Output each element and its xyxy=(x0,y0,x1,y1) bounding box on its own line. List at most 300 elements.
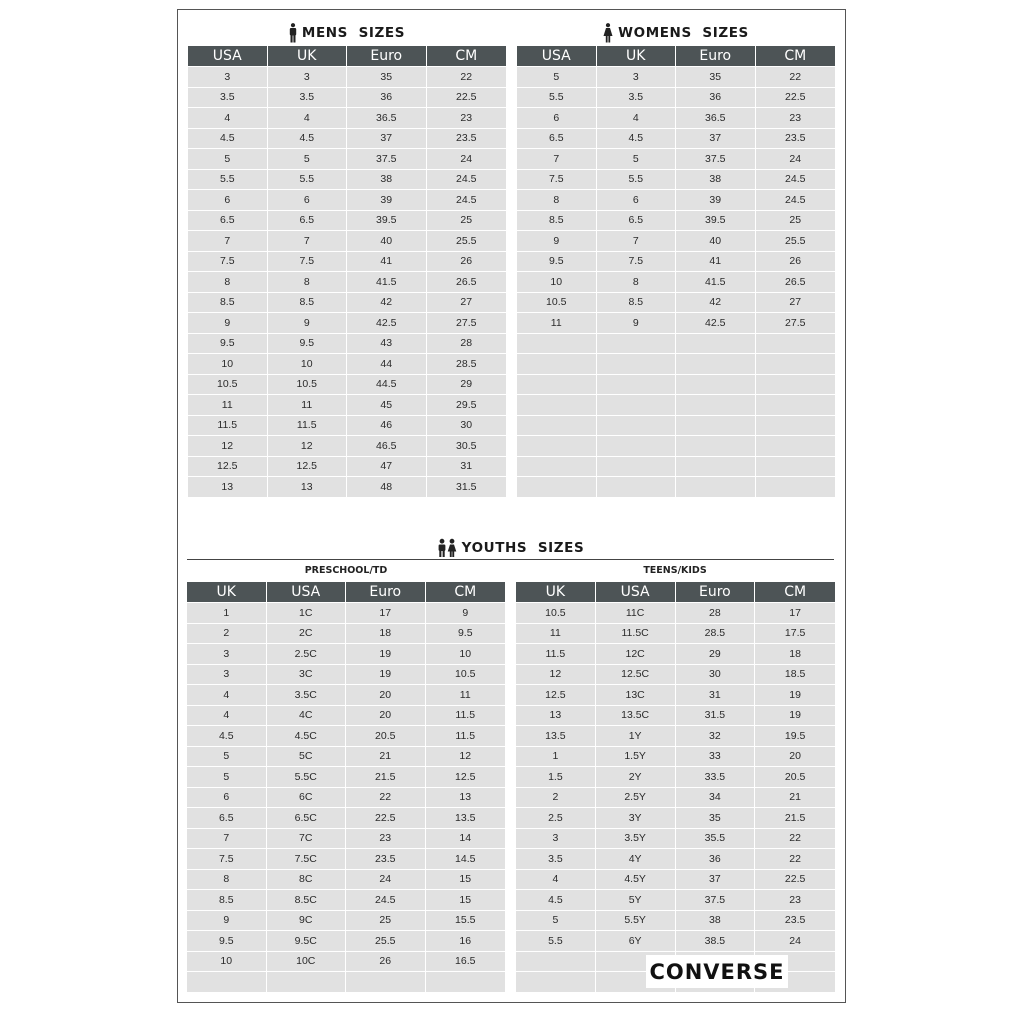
table-cell: 12.5C xyxy=(596,664,676,685)
table-cell: 11.5 xyxy=(268,415,348,436)
table-cell: 30.5 xyxy=(427,435,507,456)
table-cell: 34 xyxy=(676,787,756,808)
table-cell: 5.5Y xyxy=(596,910,676,931)
table-cell: 8 xyxy=(517,189,597,210)
table-cell: 31.5 xyxy=(676,705,756,726)
table-cell: 3 xyxy=(187,664,267,685)
table-cell: 13.5 xyxy=(426,807,506,828)
table-cell: 23.5 xyxy=(346,848,426,869)
mens-title-text: MENS SIZES xyxy=(301,25,406,41)
table-cell: 6 xyxy=(187,787,267,808)
table-cell: 11 xyxy=(516,623,596,644)
table-cell: 24 xyxy=(427,148,507,169)
table-cell: 5C xyxy=(267,746,347,767)
table-row xyxy=(188,435,506,456)
table-cell: 2 xyxy=(516,787,596,808)
table-cell: 9.5C xyxy=(267,930,347,951)
table-cell: 41.5 xyxy=(347,271,427,292)
table-cell: 5.5C xyxy=(267,766,347,787)
table-cell: 1.5 xyxy=(516,766,596,787)
preschool-size-table xyxy=(187,582,505,992)
table-cell: 11 xyxy=(188,394,268,415)
table-cell: 32 xyxy=(676,725,756,746)
table-row xyxy=(516,746,835,767)
table-cell: 3 xyxy=(188,66,268,87)
table-cell: 18 xyxy=(755,643,835,664)
column-header: CM xyxy=(755,582,835,602)
table-cell: 35 xyxy=(676,807,756,828)
table-cell: 11.5 xyxy=(188,415,268,436)
table-cell: 38 xyxy=(347,169,427,190)
table-row xyxy=(188,230,506,251)
table-cell: 9.5 xyxy=(517,251,597,272)
table-row xyxy=(517,230,835,251)
table-row xyxy=(188,251,506,272)
table-cell: 12.5 xyxy=(268,456,348,477)
table-cell: 12.5 xyxy=(188,456,268,477)
table-cell xyxy=(676,333,756,354)
table-cell: 9.5 xyxy=(188,333,268,354)
table-cell: 22.5 xyxy=(346,807,426,828)
table-cell xyxy=(676,435,756,456)
table-cell: 21 xyxy=(755,787,835,808)
youths-title-text: YOUTHS SIZES xyxy=(461,540,585,556)
table-cell: 8 xyxy=(188,271,268,292)
table-row xyxy=(187,684,505,705)
table-cell: 18.5 xyxy=(755,664,835,685)
table-row xyxy=(187,602,505,623)
table-cell: 3 xyxy=(187,643,267,664)
table-cell xyxy=(756,415,836,436)
table-row xyxy=(517,169,835,190)
table-cell xyxy=(756,353,836,374)
column-header: CM xyxy=(427,46,507,66)
table-cell xyxy=(676,353,756,374)
table-row xyxy=(187,766,505,787)
table-cell: 6Y xyxy=(596,930,676,951)
table-row xyxy=(516,787,835,808)
table-row xyxy=(517,251,835,272)
table-cell: 26 xyxy=(756,251,836,272)
table-row xyxy=(187,664,505,685)
table-cell: 4 xyxy=(188,107,268,128)
table-cell: 31.5 xyxy=(427,476,507,497)
column-header: UK xyxy=(597,46,677,66)
table-row xyxy=(188,169,506,190)
table-row xyxy=(188,292,506,313)
table-cell: 9.5 xyxy=(268,333,348,354)
table-cell: 5 xyxy=(516,910,596,931)
table-cell: 23.5 xyxy=(427,128,507,149)
table-cell: 20 xyxy=(755,746,835,767)
table-cell: 6 xyxy=(268,189,348,210)
table-cell: 41.5 xyxy=(676,271,756,292)
table-cell: 8.5 xyxy=(268,292,348,313)
table-cell: 25.5 xyxy=(756,230,836,251)
table-cell: 6.5 xyxy=(597,210,677,231)
table-cell: 22.5 xyxy=(756,87,836,108)
table-cell: 12 xyxy=(268,435,348,456)
table-cell: 22.5 xyxy=(427,87,507,108)
table-cell: 24.5 xyxy=(346,889,426,910)
table-cell: 5.5 xyxy=(268,169,348,190)
table-cell: 19 xyxy=(346,664,426,685)
table-row xyxy=(188,107,506,128)
table-cell: 21 xyxy=(346,746,426,767)
table-cell xyxy=(597,374,677,395)
column-header: Euro xyxy=(347,46,427,66)
table-cell: 4C xyxy=(267,705,347,726)
table-cell: 24 xyxy=(755,930,835,951)
table-cell: 5.5 xyxy=(188,169,268,190)
table-cell: 28 xyxy=(676,602,756,623)
table-cell: 7 xyxy=(268,230,348,251)
table-cell: 28.5 xyxy=(427,353,507,374)
table-cell: 24 xyxy=(346,869,426,890)
table-cell: 3.5 xyxy=(597,87,677,108)
table-cell: 19 xyxy=(755,684,835,705)
table-row xyxy=(188,87,506,108)
column-header: UK xyxy=(516,582,596,602)
table-cell: 10.5 xyxy=(517,292,597,313)
table-row xyxy=(187,787,505,808)
column-header: Euro xyxy=(676,46,756,66)
table-cell: 19 xyxy=(755,705,835,726)
table-cell: 8.5 xyxy=(517,210,597,231)
table-cell: 45 xyxy=(347,394,427,415)
table-cell: 12 xyxy=(516,664,596,685)
table-cell: 35 xyxy=(676,66,756,87)
table-cell xyxy=(597,394,677,415)
table-cell: 2C xyxy=(267,623,347,644)
table-cell: 1.5Y xyxy=(596,746,676,767)
table-cell: 21.5 xyxy=(346,766,426,787)
table-cell: 36.5 xyxy=(347,107,427,128)
table-cell: 19.5 xyxy=(755,725,835,746)
table-cell: 2.5C xyxy=(267,643,347,664)
table-cell: 9 xyxy=(517,230,597,251)
table-cell: 3Y xyxy=(596,807,676,828)
table-cell: 11.5C xyxy=(596,623,676,644)
table-row xyxy=(516,869,835,890)
table-cell: 5 xyxy=(268,148,348,169)
table-cell: 20.5 xyxy=(346,725,426,746)
table-cell: 35 xyxy=(347,66,427,87)
table-cell: 7C xyxy=(267,828,347,849)
table-cell: 16.5 xyxy=(426,951,506,972)
table-cell: 8.5 xyxy=(597,292,677,313)
table-cell: 9 xyxy=(187,910,267,931)
table-cell: 7.5 xyxy=(187,848,267,869)
table-row xyxy=(517,456,835,477)
table-cell: 24.5 xyxy=(427,169,507,190)
table-cell: 35.5 xyxy=(676,828,756,849)
table-cell: 37 xyxy=(676,128,756,149)
table-cell: 22 xyxy=(755,848,835,869)
teens-title: TEENS/KIDS xyxy=(643,564,707,576)
table-cell: 12C xyxy=(596,643,676,664)
table-cell: 6.5C xyxy=(267,807,347,828)
table-row xyxy=(187,746,505,767)
table-cell: 23.5 xyxy=(756,128,836,149)
table-cell xyxy=(517,456,597,477)
table-cell: 10C xyxy=(267,951,347,972)
table-row xyxy=(516,725,835,746)
table-cell xyxy=(346,971,426,992)
table-cell: 42.5 xyxy=(347,312,427,333)
table-cell: 37 xyxy=(347,128,427,149)
table-cell: 20 xyxy=(346,684,426,705)
table-cell: 9 xyxy=(426,602,506,623)
table-cell: 4.5 xyxy=(516,889,596,910)
table-cell: 11.5 xyxy=(516,643,596,664)
table-cell: 25 xyxy=(346,910,426,931)
table-cell: 26.5 xyxy=(427,271,507,292)
table-cell: 10 xyxy=(426,643,506,664)
table-cell: 38 xyxy=(676,910,756,931)
table-cell: 1 xyxy=(516,746,596,767)
table-cell: 7 xyxy=(187,828,267,849)
table-cell xyxy=(517,353,597,374)
table-cell: 9.5 xyxy=(187,930,267,951)
womens-title xyxy=(517,22,835,44)
table-cell: 30 xyxy=(676,664,756,685)
table-cell: 7.5 xyxy=(268,251,348,272)
table-row xyxy=(187,971,505,992)
table-cell: 27.5 xyxy=(427,312,507,333)
table-row xyxy=(517,476,835,497)
table-cell xyxy=(597,415,677,436)
mens-size-table xyxy=(188,46,506,497)
column-header: USA xyxy=(517,46,597,66)
table-row xyxy=(517,210,835,231)
table-cell: 9C xyxy=(267,910,347,931)
table-row xyxy=(516,828,835,849)
table-row xyxy=(187,910,505,931)
table-cell: 5 xyxy=(188,148,268,169)
table-cell: 46.5 xyxy=(347,435,427,456)
table-cell: 31 xyxy=(676,684,756,705)
table-row xyxy=(516,848,835,869)
table-cell: 37.5 xyxy=(676,889,756,910)
table-row xyxy=(187,623,505,644)
table-cell: 10.5 xyxy=(516,602,596,623)
table-row xyxy=(516,643,835,664)
table-cell: 5.5 xyxy=(597,169,677,190)
table-cell xyxy=(676,394,756,415)
table-row xyxy=(516,623,835,644)
table-cell: 43 xyxy=(347,333,427,354)
column-header: UK xyxy=(187,582,267,602)
youths-title xyxy=(187,537,834,559)
table-cell: 28.5 xyxy=(676,623,756,644)
womens-title-text: WOMENS SIZES xyxy=(618,25,749,41)
table-cell: 27 xyxy=(427,292,507,313)
table-row xyxy=(516,684,835,705)
table-cell: 11C xyxy=(596,602,676,623)
table-row xyxy=(187,889,505,910)
table-cell: 23 xyxy=(346,828,426,849)
table-cell: 47 xyxy=(347,456,427,477)
teens-size-table xyxy=(516,582,835,992)
table-cell xyxy=(756,435,836,456)
table-cell: 48 xyxy=(347,476,427,497)
table-cell: 3.5C xyxy=(267,684,347,705)
table-cell: 13 xyxy=(426,787,506,808)
table-cell: 24.5 xyxy=(756,189,836,210)
table-cell: 11 xyxy=(426,684,506,705)
table-cell: 9 xyxy=(268,312,348,333)
table-cell: 13.5 xyxy=(516,725,596,746)
table-cell: 6.5 xyxy=(517,128,597,149)
table-cell: 11 xyxy=(268,394,348,415)
table-cell: 40 xyxy=(347,230,427,251)
table-cell: 2.5Y xyxy=(596,787,676,808)
table-cell: 30 xyxy=(427,415,507,436)
column-header: CM xyxy=(426,582,506,602)
table-cell: 4.5Y xyxy=(596,869,676,890)
table-cell: 11 xyxy=(517,312,597,333)
table-cell: 38 xyxy=(676,169,756,190)
table-cell: 14 xyxy=(426,828,506,849)
table-cell: 5 xyxy=(517,66,597,87)
table-row xyxy=(188,210,506,231)
table-cell xyxy=(426,971,506,992)
table-cell: 22 xyxy=(346,787,426,808)
column-header: USA xyxy=(596,582,676,602)
table-cell: 14.5 xyxy=(426,848,506,869)
table-cell xyxy=(517,435,597,456)
table-cell: 13C xyxy=(596,684,676,705)
table-cell: 42.5 xyxy=(676,312,756,333)
table-cell: 22 xyxy=(755,828,835,849)
table-cell: 11.5 xyxy=(426,725,506,746)
table-cell: 8C xyxy=(267,869,347,890)
table-cell: 25.5 xyxy=(346,930,426,951)
table-cell: 9 xyxy=(188,312,268,333)
table-row xyxy=(517,374,835,395)
table-cell: 3C xyxy=(267,664,347,685)
table-cell: 46 xyxy=(347,415,427,436)
column-header: UK xyxy=(268,46,348,66)
table-cell: 15 xyxy=(426,869,506,890)
table-cell: 36 xyxy=(347,87,427,108)
table-cell xyxy=(597,456,677,477)
table-row xyxy=(187,848,505,869)
table-cell: 8.5 xyxy=(187,889,267,910)
table-row xyxy=(188,333,506,354)
table-cell: 5.5 xyxy=(516,930,596,951)
column-header: CM xyxy=(756,46,836,66)
table-cell: 4.5 xyxy=(188,128,268,149)
column-header: USA xyxy=(267,582,347,602)
womens-size-table xyxy=(517,46,835,497)
table-cell xyxy=(756,456,836,477)
table-cell: 6 xyxy=(517,107,597,128)
table-cell: 7 xyxy=(188,230,268,251)
table-cell xyxy=(517,374,597,395)
table-row xyxy=(516,910,835,931)
table-cell: 41 xyxy=(347,251,427,272)
table-cell: 3 xyxy=(597,66,677,87)
table-cell: 10 xyxy=(187,951,267,972)
table-row xyxy=(188,456,506,477)
table-row xyxy=(188,353,506,374)
table-cell xyxy=(597,333,677,354)
table-cell: 15.5 xyxy=(426,910,506,931)
table-cell: 10 xyxy=(188,353,268,374)
table-cell xyxy=(516,971,596,992)
table-cell: 7.5 xyxy=(597,251,677,272)
table-cell: 42 xyxy=(347,292,427,313)
table-row xyxy=(516,664,835,685)
table-cell xyxy=(756,333,836,354)
table-cell xyxy=(676,374,756,395)
table-row xyxy=(517,66,835,87)
table-cell: 10.5 xyxy=(188,374,268,395)
table-cell: 26.5 xyxy=(756,271,836,292)
table-cell: 21.5 xyxy=(755,807,835,828)
table-cell: 6C xyxy=(267,787,347,808)
table-row xyxy=(517,353,835,374)
table-cell: 40 xyxy=(676,230,756,251)
table-cell xyxy=(676,415,756,436)
table-cell xyxy=(597,353,677,374)
table-cell xyxy=(517,476,597,497)
youths-divider xyxy=(187,559,834,560)
table-cell: 10 xyxy=(517,271,597,292)
table-cell: 12.5 xyxy=(516,684,596,705)
table-cell: 6.5 xyxy=(188,210,268,231)
column-header: Euro xyxy=(676,582,756,602)
table-cell: 36.5 xyxy=(676,107,756,128)
converse-logo-text: CONVERSE xyxy=(649,959,785,984)
table-cell: 7.5 xyxy=(517,169,597,190)
table-cell: 4.5 xyxy=(597,128,677,149)
woman-icon xyxy=(603,23,613,43)
table-row xyxy=(516,930,835,951)
table-cell: 24 xyxy=(756,148,836,169)
table-row xyxy=(188,128,506,149)
table-cell: 11.5 xyxy=(426,705,506,726)
table-cell: 10.5 xyxy=(268,374,348,395)
table-cell: 25 xyxy=(427,210,507,231)
table-row xyxy=(517,312,835,333)
table-cell: 33 xyxy=(676,746,756,767)
table-cell: 2.5 xyxy=(516,807,596,828)
table-cell: 3 xyxy=(516,828,596,849)
table-cell: 36 xyxy=(676,87,756,108)
table-row xyxy=(188,374,506,395)
table-row xyxy=(517,333,835,354)
table-cell: 12 xyxy=(188,435,268,456)
table-row xyxy=(188,394,506,415)
table-row xyxy=(187,705,505,726)
table-cell: 3.5 xyxy=(268,87,348,108)
table-cell: 4.5 xyxy=(268,128,348,149)
table-cell: 27 xyxy=(756,292,836,313)
preschool-title: PRESCHOOL/TD xyxy=(304,564,388,576)
table-cell: 4 xyxy=(516,869,596,890)
table-cell: 3.5 xyxy=(516,848,596,869)
column-header: Euro xyxy=(346,582,426,602)
table-cell xyxy=(516,951,596,972)
table-cell: 8.5C xyxy=(267,889,347,910)
table-cell xyxy=(756,476,836,497)
table-cell: 37.5 xyxy=(347,148,427,169)
table-cell: 33.5 xyxy=(676,766,756,787)
table-row xyxy=(187,828,505,849)
